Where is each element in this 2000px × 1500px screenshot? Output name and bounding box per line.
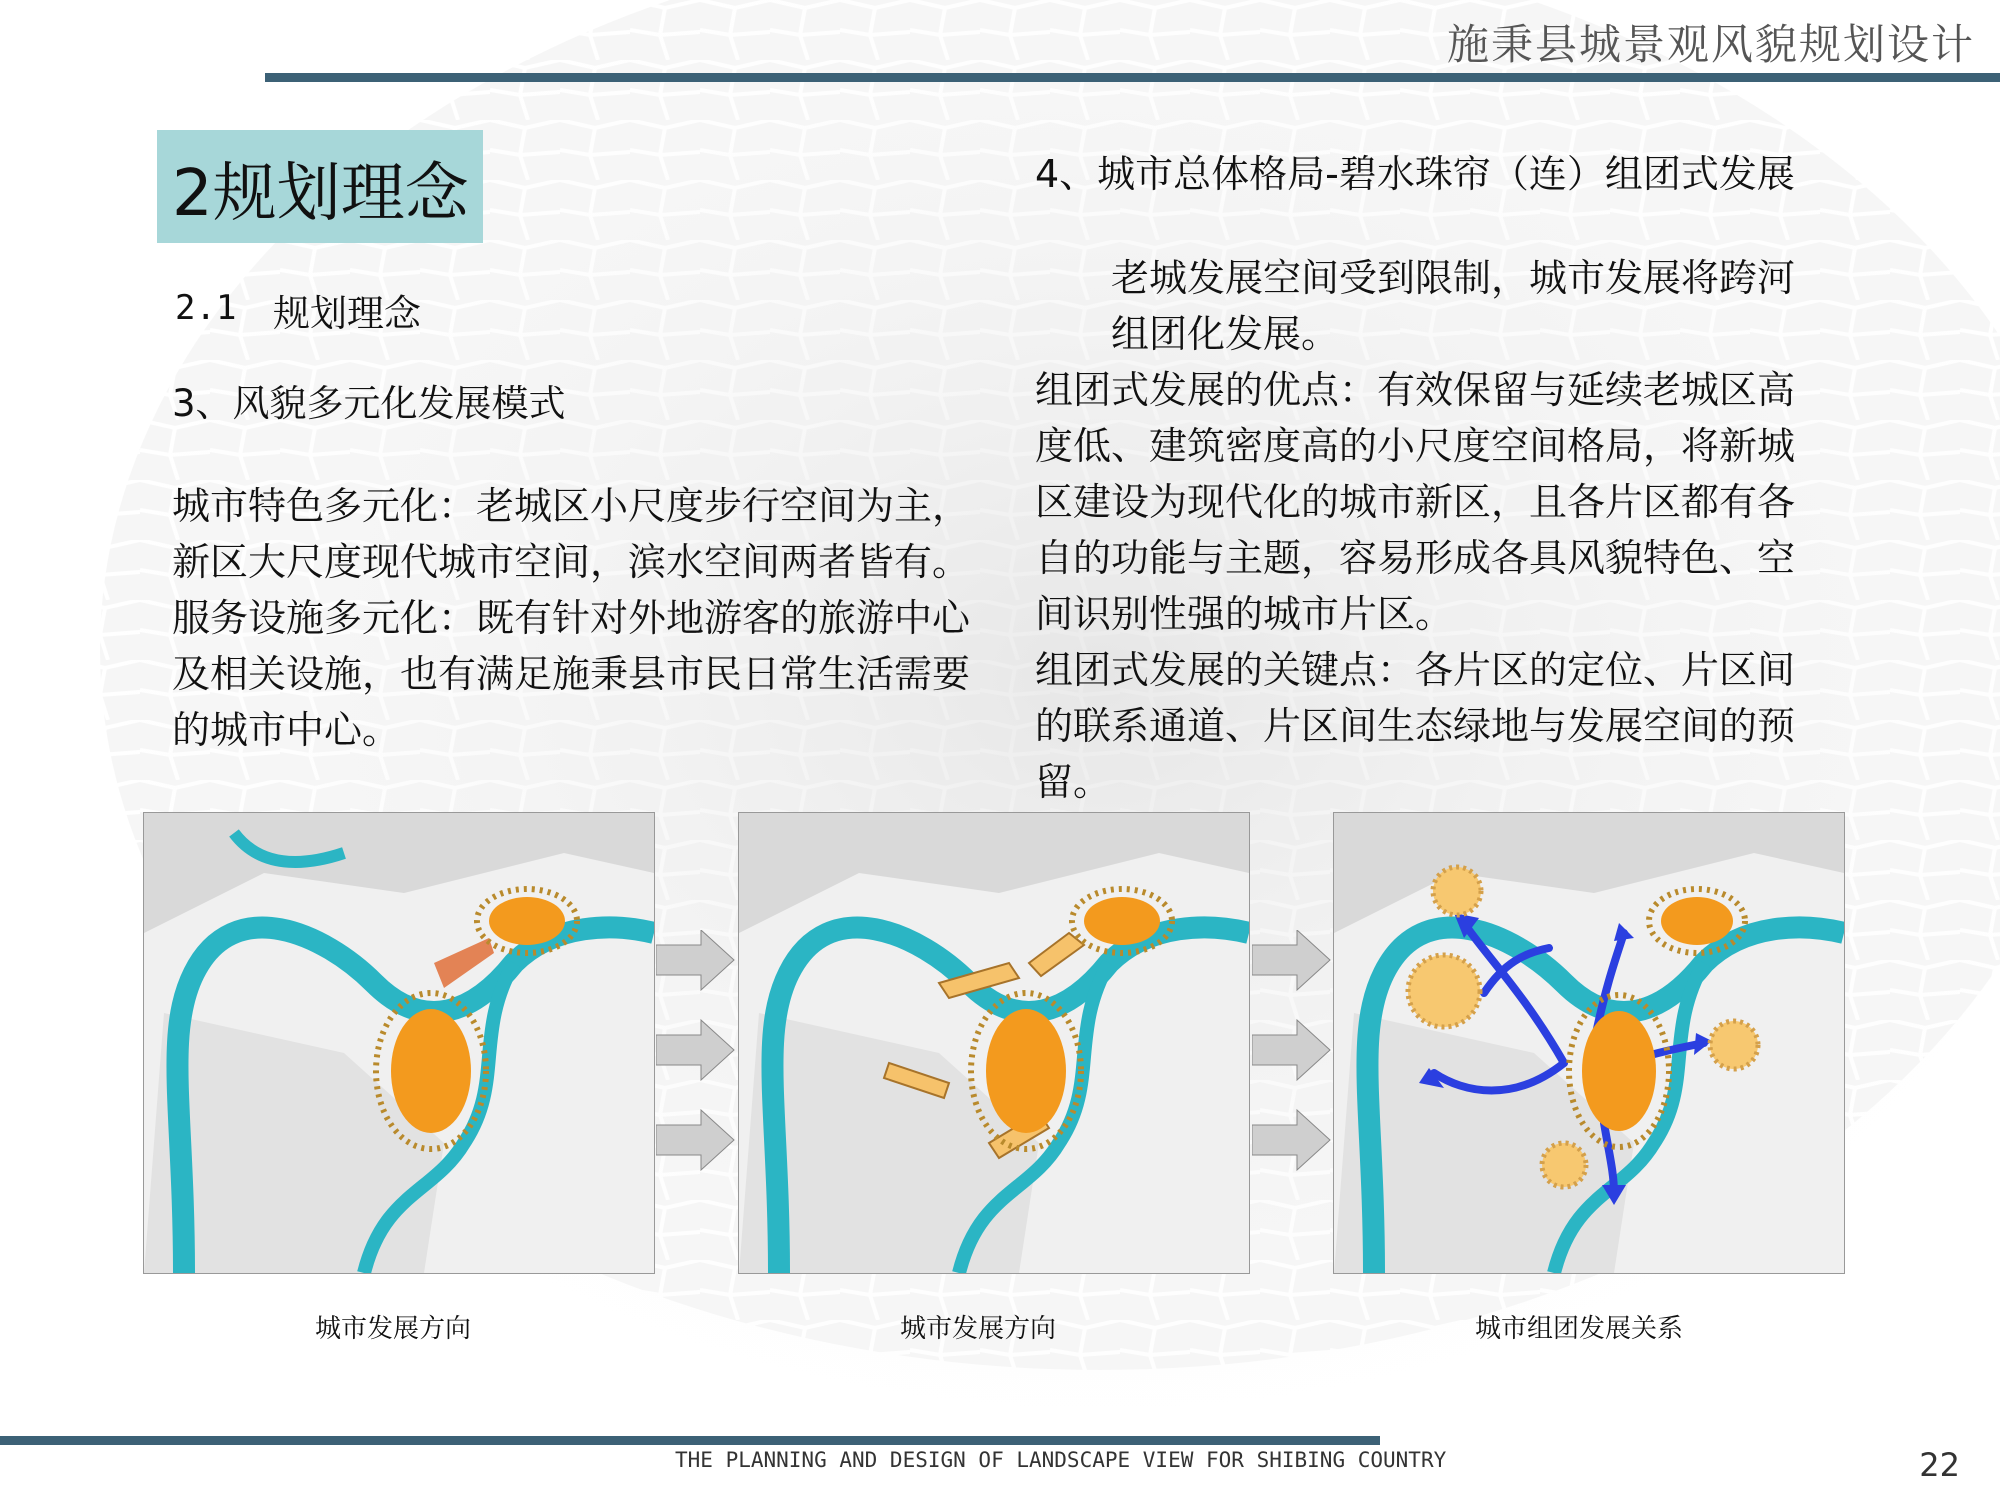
right-advantages [1035,362,1815,642]
p1-text: 老城区小尺度步行空间为主，新区大尺度现代城市空间，滨水空间两者皆有。 [172,484,971,584]
figure-caption-2: 城市发展方向 [900,1314,1057,1344]
subsection-number: 2.1 [175,288,237,328]
key-text: 各片区的定位、片区间的联系通道、片区间生态绿地与发展空间的预留。 [1035,648,1796,804]
p2-label: 服务设施多元化： [172,596,477,640]
left-heading: 3、风貌多元化发展模式 [172,382,566,425]
footer-rule [0,1436,1380,1445]
key-label: 组团式发展的关键点： [1035,648,1416,692]
footer-text: THE PLANNING AND DESIGN OF LANDSCAPE VIEW FOR SHIBING COUNTRY [675,1448,1447,1472]
arrow-group-2 [1252,930,1332,1194]
map-figure-1 [143,812,655,1274]
map-figure-3 [1333,812,1845,1274]
right-keypoints [1035,642,1815,810]
section-title: 2规划理念 [172,157,469,231]
subsection-title: 规划理念 [273,292,421,335]
right-heading: 4、城市总体格局-碧水珠帘（连）组团式发展 [1035,152,1795,196]
header-rule [265,73,2000,82]
page-number: 22 [1919,1446,1960,1484]
document-title: 施秉县城景观风貌规划设计 [1446,20,1975,69]
left-paragraph-2 [172,590,992,758]
right-body [1035,250,1815,810]
arrow-group-1 [656,930,736,1194]
adv-label: 组团式发展的优点： [1035,368,1378,412]
map-figure-2 [738,812,1250,1274]
adv-text: 有效保留与延续老城区高度低、建筑密度高的小尺度空间格局，将新城区建设为现代化的城市新区，且各片区都有各自的功能与主题，容易形成各具风貌特色、空间识别性强的城市片区。 [1035,368,1796,636]
p1-label: 城市特色多元化： [172,484,477,528]
left-paragraph-1 [172,478,992,590]
p2-text: 既有针对外地游客的旅游中心及相关设施，也有满足施秉县市民日常生活需要的城市中心。 [172,596,971,752]
figure-caption-1: 城市发展方向 [315,1314,472,1344]
right-intro: 老城发展空间受到限制，城市发展将跨河组团化发展。 [1111,256,1796,356]
figure-caption-3: 城市组团发展关系 [1475,1314,1684,1344]
